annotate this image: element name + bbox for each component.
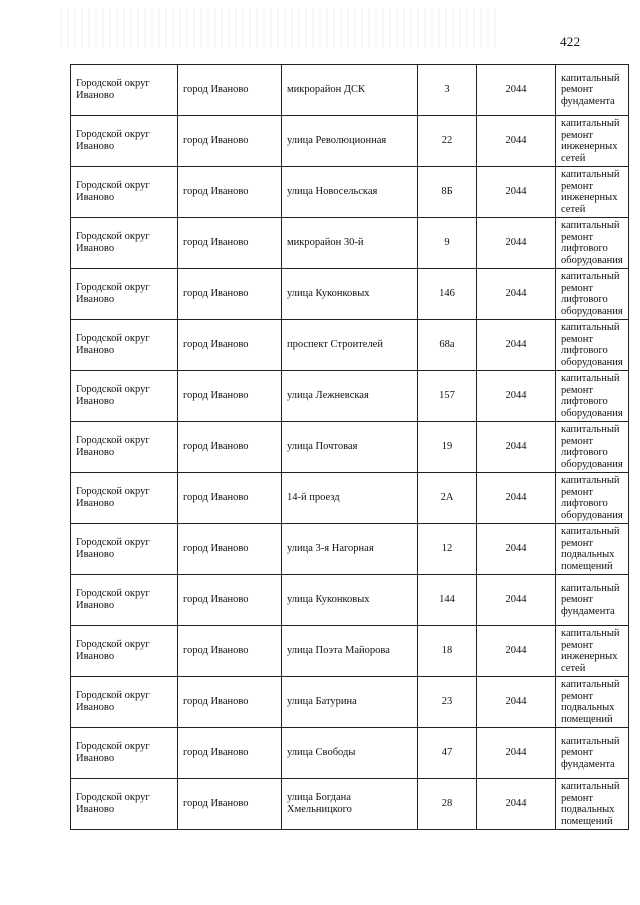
cell-work-type: капитальный ремонт фундамента: [556, 575, 629, 626]
cell-okrug: Городской округ Иваново: [71, 575, 178, 626]
cell-street: улица Революционная: [282, 116, 418, 167]
table-body: [71, 65, 629, 830]
cell-work-type: капитальный ремонт подвальных помещений: [556, 779, 629, 830]
cell-city: город Иваново: [178, 65, 282, 116]
table-row: [71, 473, 629, 524]
cell-house-number: 144: [418, 575, 477, 626]
cell-street: улица Батурина: [282, 677, 418, 728]
table-row: [71, 65, 629, 116]
cell-year: 2044: [477, 422, 556, 473]
cell-year: 2044: [477, 320, 556, 371]
cell-house-number: 157: [418, 371, 477, 422]
cell-street: улица Куконковых: [282, 269, 418, 320]
cell-street: улица Свободы: [282, 728, 418, 779]
cell-year: 2044: [477, 167, 556, 218]
cell-street: проспект Строителей: [282, 320, 418, 371]
table-row: [71, 728, 629, 779]
housing-repair-table: [70, 64, 629, 830]
cell-street: улица Новосельская: [282, 167, 418, 218]
scan-noise: [60, 8, 500, 48]
cell-work-type: капитальный ремонт подвальных помещений: [556, 524, 629, 575]
table-row: [71, 371, 629, 422]
cell-year: 2044: [477, 371, 556, 422]
cell-okrug: Городской округ Иваново: [71, 779, 178, 830]
cell-year: 2044: [477, 218, 556, 269]
cell-year: 2044: [477, 626, 556, 677]
cell-street: улица Лежневская: [282, 371, 418, 422]
cell-work-type: капитальный ремонт лифтового оборудования: [556, 371, 629, 422]
cell-okrug: Городской округ Иваново: [71, 218, 178, 269]
cell-okrug: Городской округ Иваново: [71, 320, 178, 371]
cell-work-type: капитальный ремонт инженерных сетей: [556, 626, 629, 677]
cell-city: город Иваново: [178, 626, 282, 677]
cell-city: город Иваново: [178, 167, 282, 218]
cell-street: микрорайон 30-й: [282, 218, 418, 269]
cell-year: 2044: [477, 65, 556, 116]
table-row: [71, 269, 629, 320]
cell-house-number: 47: [418, 728, 477, 779]
cell-okrug: Городской округ Иваново: [71, 728, 178, 779]
cell-city: город Иваново: [178, 677, 282, 728]
cell-year: 2044: [477, 728, 556, 779]
cell-street: 14-й проезд: [282, 473, 418, 524]
cell-work-type: капитальный ремонт фундамента: [556, 728, 629, 779]
cell-work-type: капитальный ремонт лифтового оборудования: [556, 473, 629, 524]
cell-house-number: 19: [418, 422, 477, 473]
table-row: [71, 167, 629, 218]
cell-street: микрорайон ДСК: [282, 65, 418, 116]
cell-city: город Иваново: [178, 728, 282, 779]
cell-house-number: 146: [418, 269, 477, 320]
cell-house-number: 9: [418, 218, 477, 269]
cell-year: 2044: [477, 524, 556, 575]
cell-house-number: 12: [418, 524, 477, 575]
cell-year: 2044: [477, 575, 556, 626]
cell-okrug: Городской округ Иваново: [71, 677, 178, 728]
cell-house-number: 28: [418, 779, 477, 830]
table-row: [71, 320, 629, 371]
cell-street: улица Богдана Хмельницкого: [282, 779, 418, 830]
cell-year: 2044: [477, 779, 556, 830]
cell-street: улица Почтовая: [282, 422, 418, 473]
cell-city: город Иваново: [178, 524, 282, 575]
page-number: 422: [560, 34, 581, 49]
cell-city: город Иваново: [178, 422, 282, 473]
table-row: [71, 626, 629, 677]
cell-okrug: Городской округ Иваново: [71, 524, 178, 575]
cell-okrug: Городской округ Иваново: [71, 269, 178, 320]
cell-work-type: капитальный ремонт инженерных сетей: [556, 167, 629, 218]
cell-city: город Иваново: [178, 575, 282, 626]
table-row: [71, 116, 629, 167]
cell-work-type: капитальный ремонт фундамента: [556, 65, 629, 116]
table-row: [71, 575, 629, 626]
cell-work-type: капитальный ремонт лифтового оборудования: [556, 422, 629, 473]
cell-house-number: 68а: [418, 320, 477, 371]
table-row: [71, 524, 629, 575]
cell-city: город Иваново: [178, 779, 282, 830]
cell-house-number: 18: [418, 626, 477, 677]
cell-street: улица Куконковых: [282, 575, 418, 626]
table-row: [71, 422, 629, 473]
cell-okrug: Городской округ Иваново: [71, 116, 178, 167]
cell-year: 2044: [477, 473, 556, 524]
table-row: [71, 218, 629, 269]
cell-okrug: Городской округ Иваново: [71, 167, 178, 218]
cell-city: город Иваново: [178, 269, 282, 320]
cell-house-number: 23: [418, 677, 477, 728]
cell-year: 2044: [477, 269, 556, 320]
cell-city: город Иваново: [178, 116, 282, 167]
cell-okrug: Городской округ Иваново: [71, 473, 178, 524]
cell-street: улица Поэта Майорова: [282, 626, 418, 677]
cell-work-type: капитальный ремонт подвальных помещений: [556, 677, 629, 728]
cell-house-number: 3: [418, 65, 477, 116]
cell-year: 2044: [477, 116, 556, 167]
cell-okrug: Городской округ Иваново: [71, 626, 178, 677]
cell-house-number: 8Б: [418, 167, 477, 218]
cell-city: город Иваново: [178, 218, 282, 269]
table-row: [71, 677, 629, 728]
cell-okrug: Городской округ Иваново: [71, 371, 178, 422]
cell-okrug: Городской округ Иваново: [71, 65, 178, 116]
table-row: [71, 779, 629, 830]
cell-house-number: 2А: [418, 473, 477, 524]
cell-okrug: Городской округ Иваново: [71, 422, 178, 473]
cell-city: город Иваново: [178, 320, 282, 371]
cell-work-type: капитальный ремонт лифтового оборудования: [556, 269, 629, 320]
cell-year: 2044: [477, 677, 556, 728]
cell-house-number: 22: [418, 116, 477, 167]
cell-work-type: капитальный ремонт лифтового оборудования: [556, 218, 629, 269]
cell-work-type: капитальный ремонт инженерных сетей: [556, 116, 629, 167]
cell-street: улица 3-я Нагорная: [282, 524, 418, 575]
cell-city: город Иваново: [178, 371, 282, 422]
cell-work-type: капитальный ремонт лифтового оборудования: [556, 320, 629, 371]
cell-city: город Иваново: [178, 473, 282, 524]
